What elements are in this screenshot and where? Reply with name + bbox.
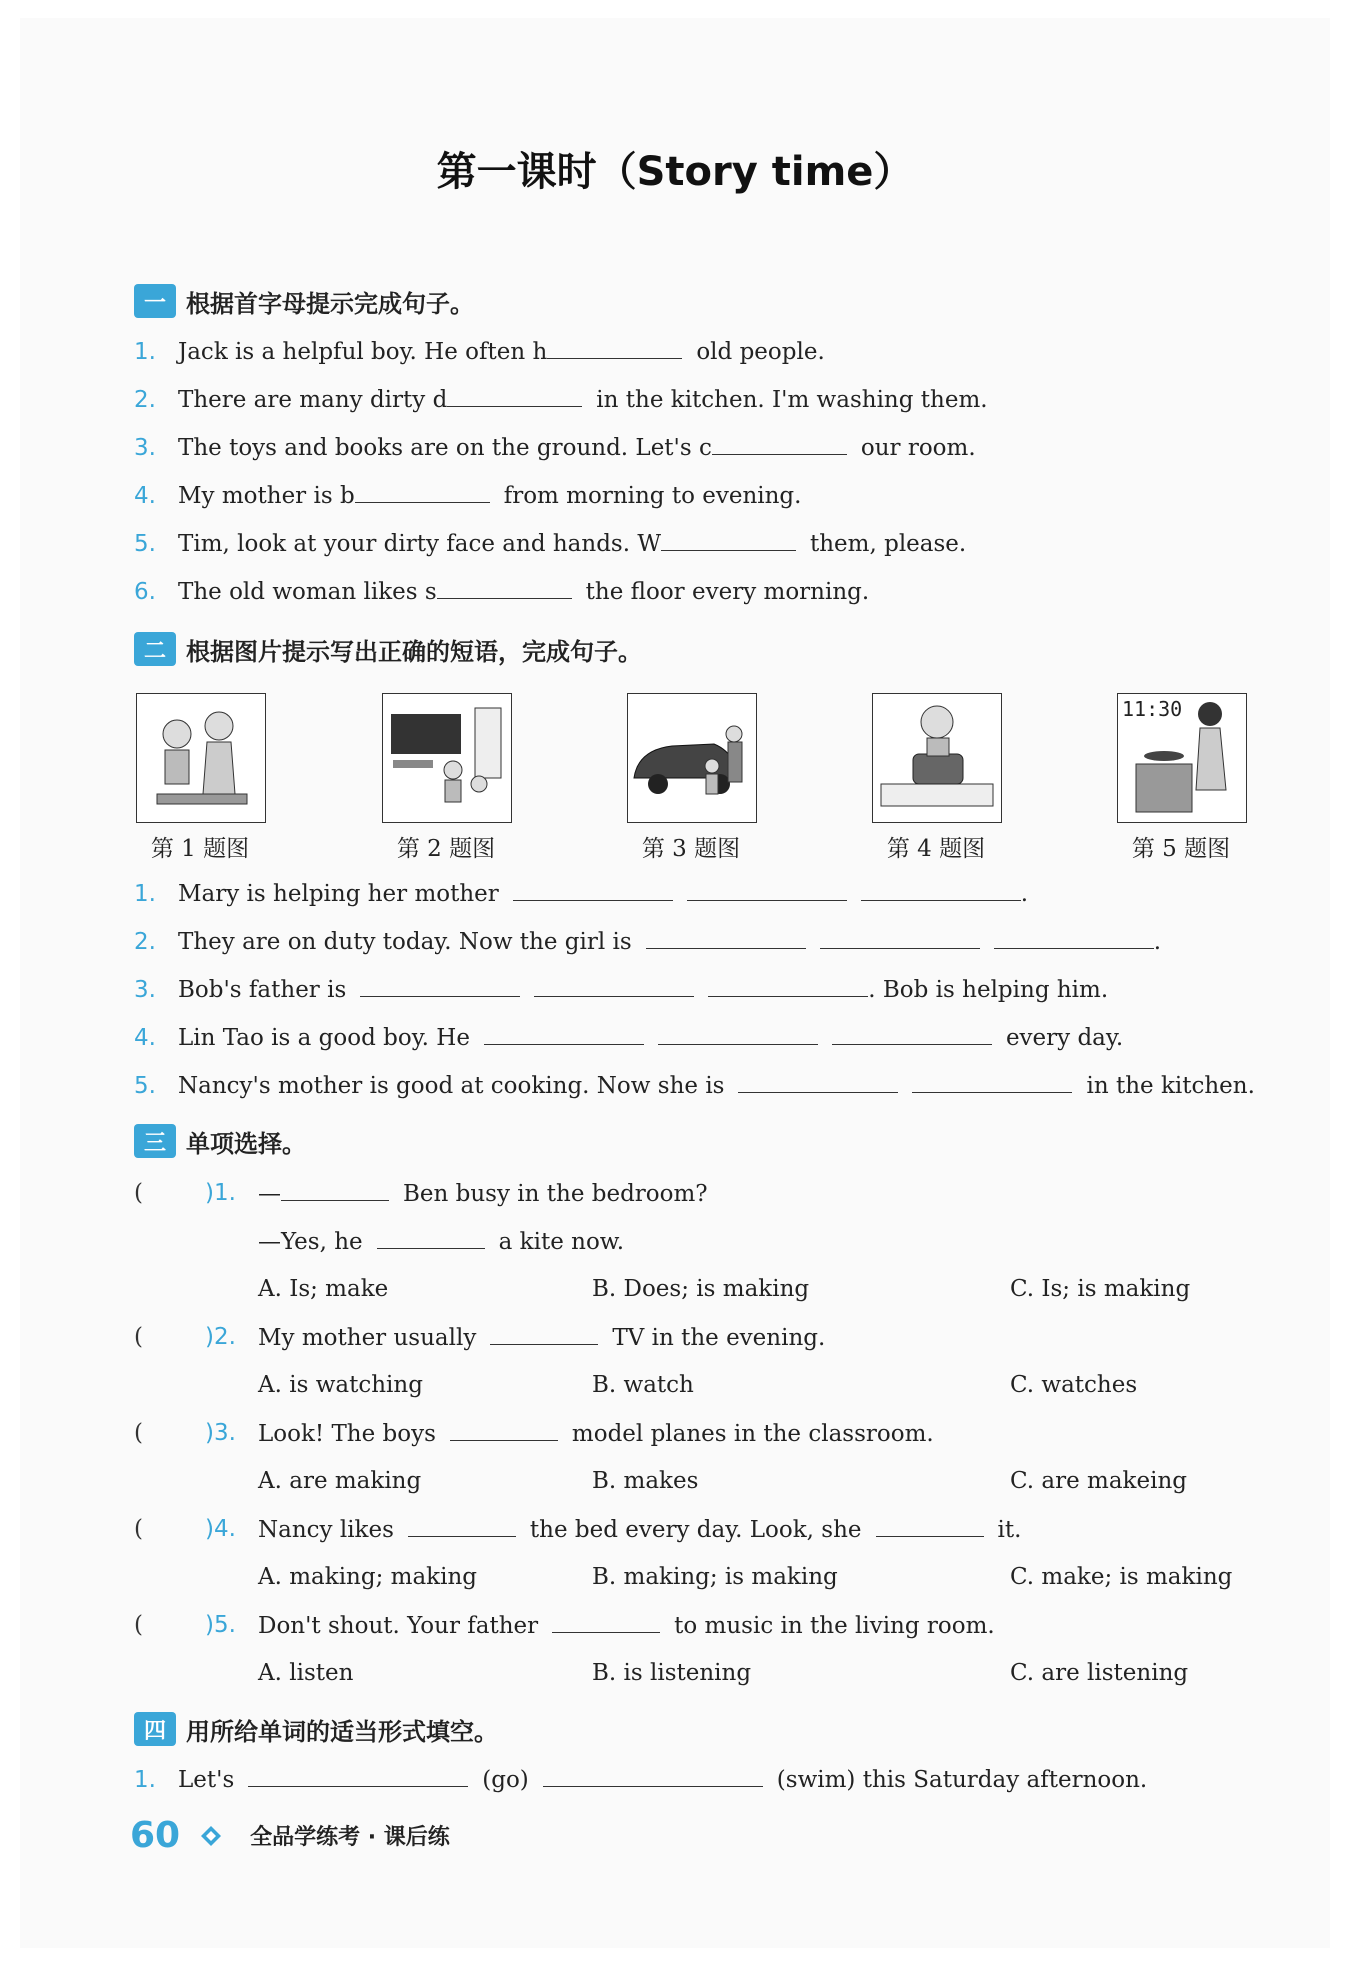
section-1-heading <box>134 282 474 320</box>
picture-4-making-bed <box>872 693 1002 823</box>
s2-item-4: 4. Lin Tao is a good boy. He every day. <box>134 1025 1124 1051</box>
q2-option-b[interactable]: B. watch <box>592 1372 694 1398</box>
page-title: 第一课时（Story time） <box>436 149 914 195</box>
page-number: 60 <box>130 1815 181 1856</box>
q3-option-a[interactable]: A. are making <box>258 1468 422 1494</box>
answer-blank[interactable] <box>712 434 847 455</box>
q4-option-b[interactable]: B. making; is making <box>592 1564 838 1590</box>
s1-item-3: 3. The toys and books are on the ground. Let's c our room. <box>134 435 976 461</box>
answer-blank[interactable] <box>484 1024 644 1045</box>
q4-option-a[interactable]: A. making; making <box>258 1564 477 1590</box>
section-1-title: 根据首字母提示完成句子。 <box>186 289 474 318</box>
q3-stem: Look! The boys model planes in the classroom. <box>258 1421 934 1447</box>
picture-3-washing-car <box>627 693 757 823</box>
s2-item-5: 5. Nancy's mother is good at cooking. Now she is in the kitchen. <box>134 1073 1255 1099</box>
answer-blank[interactable] <box>543 1766 763 1787</box>
q3-option-c[interactable]: C. are makeing <box>1010 1468 1187 1494</box>
caption-4: 第 4 题图 <box>886 836 986 862</box>
s1-item-4: 4. My mother is b from morning to evening. <box>134 483 802 509</box>
s1-item-6: 6. The old woman likes s the floor every morning. <box>134 579 870 605</box>
answer-blank[interactable] <box>447 386 582 407</box>
s1-item-2: 2. There are many dirty d in the kitchen. I'm washing them. <box>134 387 988 413</box>
picture-5-cooking <box>1117 693 1247 823</box>
section-2-badge: 二 <box>134 632 176 666</box>
section-4-title: 用所给单词的适当形式填空。 <box>186 1717 498 1746</box>
s2-item-3: 3. Bob's father is . Bob is helping him. <box>134 977 1109 1003</box>
answer-blank[interactable] <box>281 1180 389 1201</box>
section-3-title: 单项选择。 <box>186 1129 306 1158</box>
answer-blank[interactable] <box>687 880 847 901</box>
answer-blank[interactable] <box>450 1420 558 1441</box>
answer-blank[interactable] <box>490 1324 598 1345</box>
q2-option-a[interactable]: A. is watching <box>258 1372 423 1398</box>
section-4-heading <box>134 1710 498 1748</box>
answer-blank[interactable] <box>552 1612 660 1633</box>
answer-blank[interactable] <box>876 1516 984 1537</box>
answer-blank[interactable] <box>658 1024 818 1045</box>
section-3-heading <box>134 1122 306 1160</box>
answer-blank[interactable] <box>994 928 1154 949</box>
q3-option-b[interactable]: B. makes <box>592 1468 699 1494</box>
picture-1-mother-daughter-washing <box>136 693 266 823</box>
q4-stem: Nancy likes the bed every day. Look, she it. <box>258 1517 1022 1543</box>
caption-2: 第 2 题图 <box>396 836 496 862</box>
section-2-title: 根据图片提示写出正确的短语，完成句子。 <box>186 637 642 666</box>
answer-blank[interactable] <box>355 482 490 503</box>
page-footer <box>130 1815 450 1856</box>
answer-blank[interactable] <box>708 976 868 997</box>
q4-answer-paren[interactable]: ( )4. <box>134 1516 236 1542</box>
q1-reply: —Yes, he a kite now. <box>258 1229 625 1255</box>
q2-stem: My mother usually TV in the evening. <box>258 1325 826 1351</box>
q5-option-c[interactable]: C. are listening <box>1010 1660 1189 1686</box>
book-name: 全品学练考 · 课后练 <box>250 1825 450 1850</box>
s2-item-1: 1. Mary is helping her mother . <box>134 881 1029 907</box>
s1-item-5: 5. Tim, look at your dirty face and hands. W them, please. <box>134 531 967 557</box>
answer-blank[interactable] <box>912 1072 1072 1093</box>
q4-option-c[interactable]: C. make; is making <box>1010 1564 1233 1590</box>
section-1-badge: 一 <box>134 284 176 318</box>
q2-answer-paren[interactable]: ( )2. <box>134 1324 236 1350</box>
q5-option-a[interactable]: A. listen <box>258 1660 354 1686</box>
answer-blank[interactable] <box>861 880 1021 901</box>
picture-2-classroom-cleaning <box>382 693 512 823</box>
caption-3: 第 3 题图 <box>641 836 741 862</box>
q1-option-c[interactable]: C. Is; is making <box>1010 1276 1191 1302</box>
answer-blank[interactable] <box>661 530 796 551</box>
q1-answer-paren[interactable]: ( )1. <box>134 1180 236 1206</box>
caption-5: 第 5 题图 <box>1131 836 1231 862</box>
section-2-heading <box>134 630 642 668</box>
q2-option-c[interactable]: C. watches <box>1010 1372 1138 1398</box>
answer-blank[interactable] <box>360 976 520 997</box>
q1-option-a[interactable]: A. Is; make <box>258 1276 389 1302</box>
section-3-badge: 三 <box>134 1124 176 1158</box>
answer-blank[interactable] <box>513 880 673 901</box>
q5-option-b[interactable]: B. is listening <box>592 1660 752 1686</box>
answer-blank[interactable] <box>248 1766 468 1787</box>
answer-blank[interactable] <box>820 928 980 949</box>
s4-item-1: 1. Let's (go) (swim) this Saturday afternoon. <box>134 1767 1148 1793</box>
q1-stem: — Ben busy in the bedroom? <box>258 1181 708 1207</box>
answer-blank[interactable] <box>377 1228 485 1249</box>
s2-item-2: 2. They are on duty today. Now the girl is . <box>134 929 1162 955</box>
clock-label: 11:30 <box>1122 697 1183 721</box>
answer-blank[interactable] <box>738 1072 898 1093</box>
section-4-badge: 四 <box>134 1712 176 1746</box>
caption-1: 第 1 题图 <box>150 836 250 862</box>
q5-answer-paren[interactable]: ( )5. <box>134 1612 236 1638</box>
answer-blank[interactable] <box>534 976 694 997</box>
answer-blank[interactable] <box>646 928 806 949</box>
answer-blank[interactable] <box>832 1024 992 1045</box>
answer-blank[interactable] <box>547 338 682 359</box>
answer-blank[interactable] <box>408 1516 516 1537</box>
answer-blank[interactable] <box>437 578 572 599</box>
q5-stem: Don't shout. Your father to music in the living room. <box>258 1613 995 1639</box>
q3-answer-paren[interactable]: ( )3. <box>134 1420 236 1446</box>
s1-item-1: 1. Jack is a helpful boy. He often h old people. <box>134 339 825 365</box>
q1-option-b[interactable]: B. Does; is making <box>592 1276 810 1302</box>
diamond-decoration-icon <box>200 1825 222 1847</box>
